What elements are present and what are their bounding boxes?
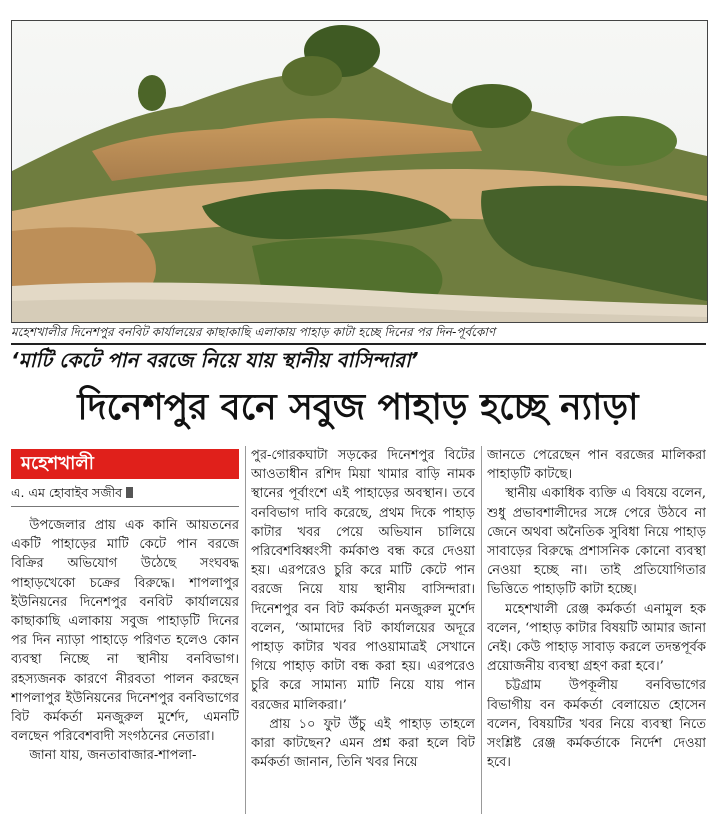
paragraph: প্রায় ১০ ফুট উঁচু এই পাহাড় তাহলে কারা কাটছেন? এমন প্রশ্ন করা হলে বিট কর্মকর্তা জানান, তিনি খবর নিয়ে: [251, 716, 475, 771]
article-column-1: [11, 516, 239, 816]
paragraph: জানা যায়, জনতাবাজার-শাপলা-: [29, 748, 197, 764]
caption-divider: [11, 343, 706, 345]
photo-caption: মহেশখালীর দিনেশপুর বনবিট কার্যালয়ের কাছাকাছি এলাকায় পাহাড় কাটা হচ্ছে দিনের পর দিন-পূর্বকোণ: [11, 325, 496, 339]
byline-mark-icon: [126, 487, 133, 498]
paragraph: জানতে পেরেছেন পান বরজের মালিকরা পাহাড়টি কাটছে।: [487, 448, 706, 483]
column-divider: [245, 446, 246, 814]
kicker-quote: ‘মাটি কেটে পান বরজে নিয়ে যায় স্থানীয় বাসিন্দারা’: [11, 348, 419, 372]
section-label: মহেশখালী: [21, 453, 94, 474]
paragraph: পুর-গোরকঘাটা সড়কের দিনেশপুর বিটের আওতাধীন রশিদ মিয়া খামার বাড়ি নামক স্থানের পূর্বাংশে এই পাহাড়ের অবস্থান। তবে বনবিভাগ দাবি করেছে, প্রথম দিকে পাহাড় কাটার খবর পেয়ে অভিযান চালিয়ে পরিবেশবিধ্বংসী কর্মকাণ্ড বন্ধ করে দেওয়া হয়। এরপরেও চুরি করে মাটি কেটে পান বরজে নিয়ে যায় স্থানীয় বাসিন্দারা। দিনেশপুর বন বিট কর্মকর্তা মনজুরুল মুর্শেদ বলেন, ‘আমাদের বিট কার্যালয়ের অদূরে পাহাড় কাটার খবর পাওয়ামাত্রই সেখানে গিয়ে পাহাড় কাটা বন্ধ করা হয়। এরপরেও চুরি করে সামান্য মাটি নিয়ে যায় পান বরজের মালিকরা।’: [251, 448, 475, 713]
paragraph: উপজেলার প্রায় এক কানি আয়তনের একটি পাহাড়ের মাটি কেটে পান বরজে বিক্রির অভিযোগ উঠেছে সংঘবদ্ধ পাহাড়খেকো চক্রের বিরুদ্ধে। শাপলাপুর ইউনিয়নের দিনেশপুর বনবিট কার্যালয়ের কাছাকাছি এলাকায় সবুজ পাহাড়টি দিনের পর দিন ন্যাড়া পাহাড়ে পরিণত হলেও কোন ব্যবস্থা নিচ্ছে না স্থানীয় বনবিভাগ। রহস্যজনক কারণে নীরবতা পালন করছেন শাপলাপুর ইউনিয়নের দিনেশপুর বনবিভাগের বিট কর্মকর্তা মনজুরুল মুর্শেদ, এমনটি বলছেন পরিবেশবাদী সংগঠনের নেতারা।: [11, 518, 239, 745]
column-divider: [481, 446, 482, 814]
paragraph: চট্টগ্রাম উপকূলীয় বনবিভাগের বিভাগীয় বন কর্মকর্তা বেলায়েত হোসেন বলেন, বিষয়টির খবর নিয়ে ব্যবস্থা নিতে সংশ্লিষ্ট রেঞ্জ কর্মকর্তাকে নির্দেশ দেওয়া হবে।: [487, 678, 706, 771]
byline-divider: [11, 506, 239, 507]
article-column-3: [487, 446, 706, 816]
section-label-bar: [11, 449, 239, 479]
byline-author: এ. এম হোবাইব সজীব: [11, 485, 123, 500]
paragraph: মহেশখালী রেঞ্জ কর্মকর্তা এনামুল হক বলেন, ‘পাহাড় কাটার বিষয়টি আমার জানা নেই। কেউ পাহাড় সাবাড় করলে তদন্তপূর্বক প্রয়োজনীয় ব্যবস্থা গ্রহণ করা হবে।’: [487, 601, 706, 675]
hill-cutting-photo: [11, 20, 708, 323]
article-column-2: [251, 446, 475, 816]
paragraph: স্থানীয় একাধিক ব্যক্তি এ বিষয়ে বলেন, শুধু প্রভাবশালীদের সঙ্গে পেরে উঠবে না জেনে অথবা অনৈতিক সুবিধা নিয়ে পাহাড় সাবাড়ের বিরুদ্ধে প্রশাসনিক কোনো ব্যবস্থা নেওয়া হচ্ছে না। তাই প্রতিযোগিতার ভিত্তিতে পাহাড়টি কাটা হচ্ছে।: [487, 486, 706, 598]
headline: দিনেশপুর বনে সবুজ পাহাড় হচ্ছে ন্যাড়া: [77, 387, 639, 428]
hill-landscape-photo: [12, 21, 707, 322]
byline: [11, 484, 239, 502]
